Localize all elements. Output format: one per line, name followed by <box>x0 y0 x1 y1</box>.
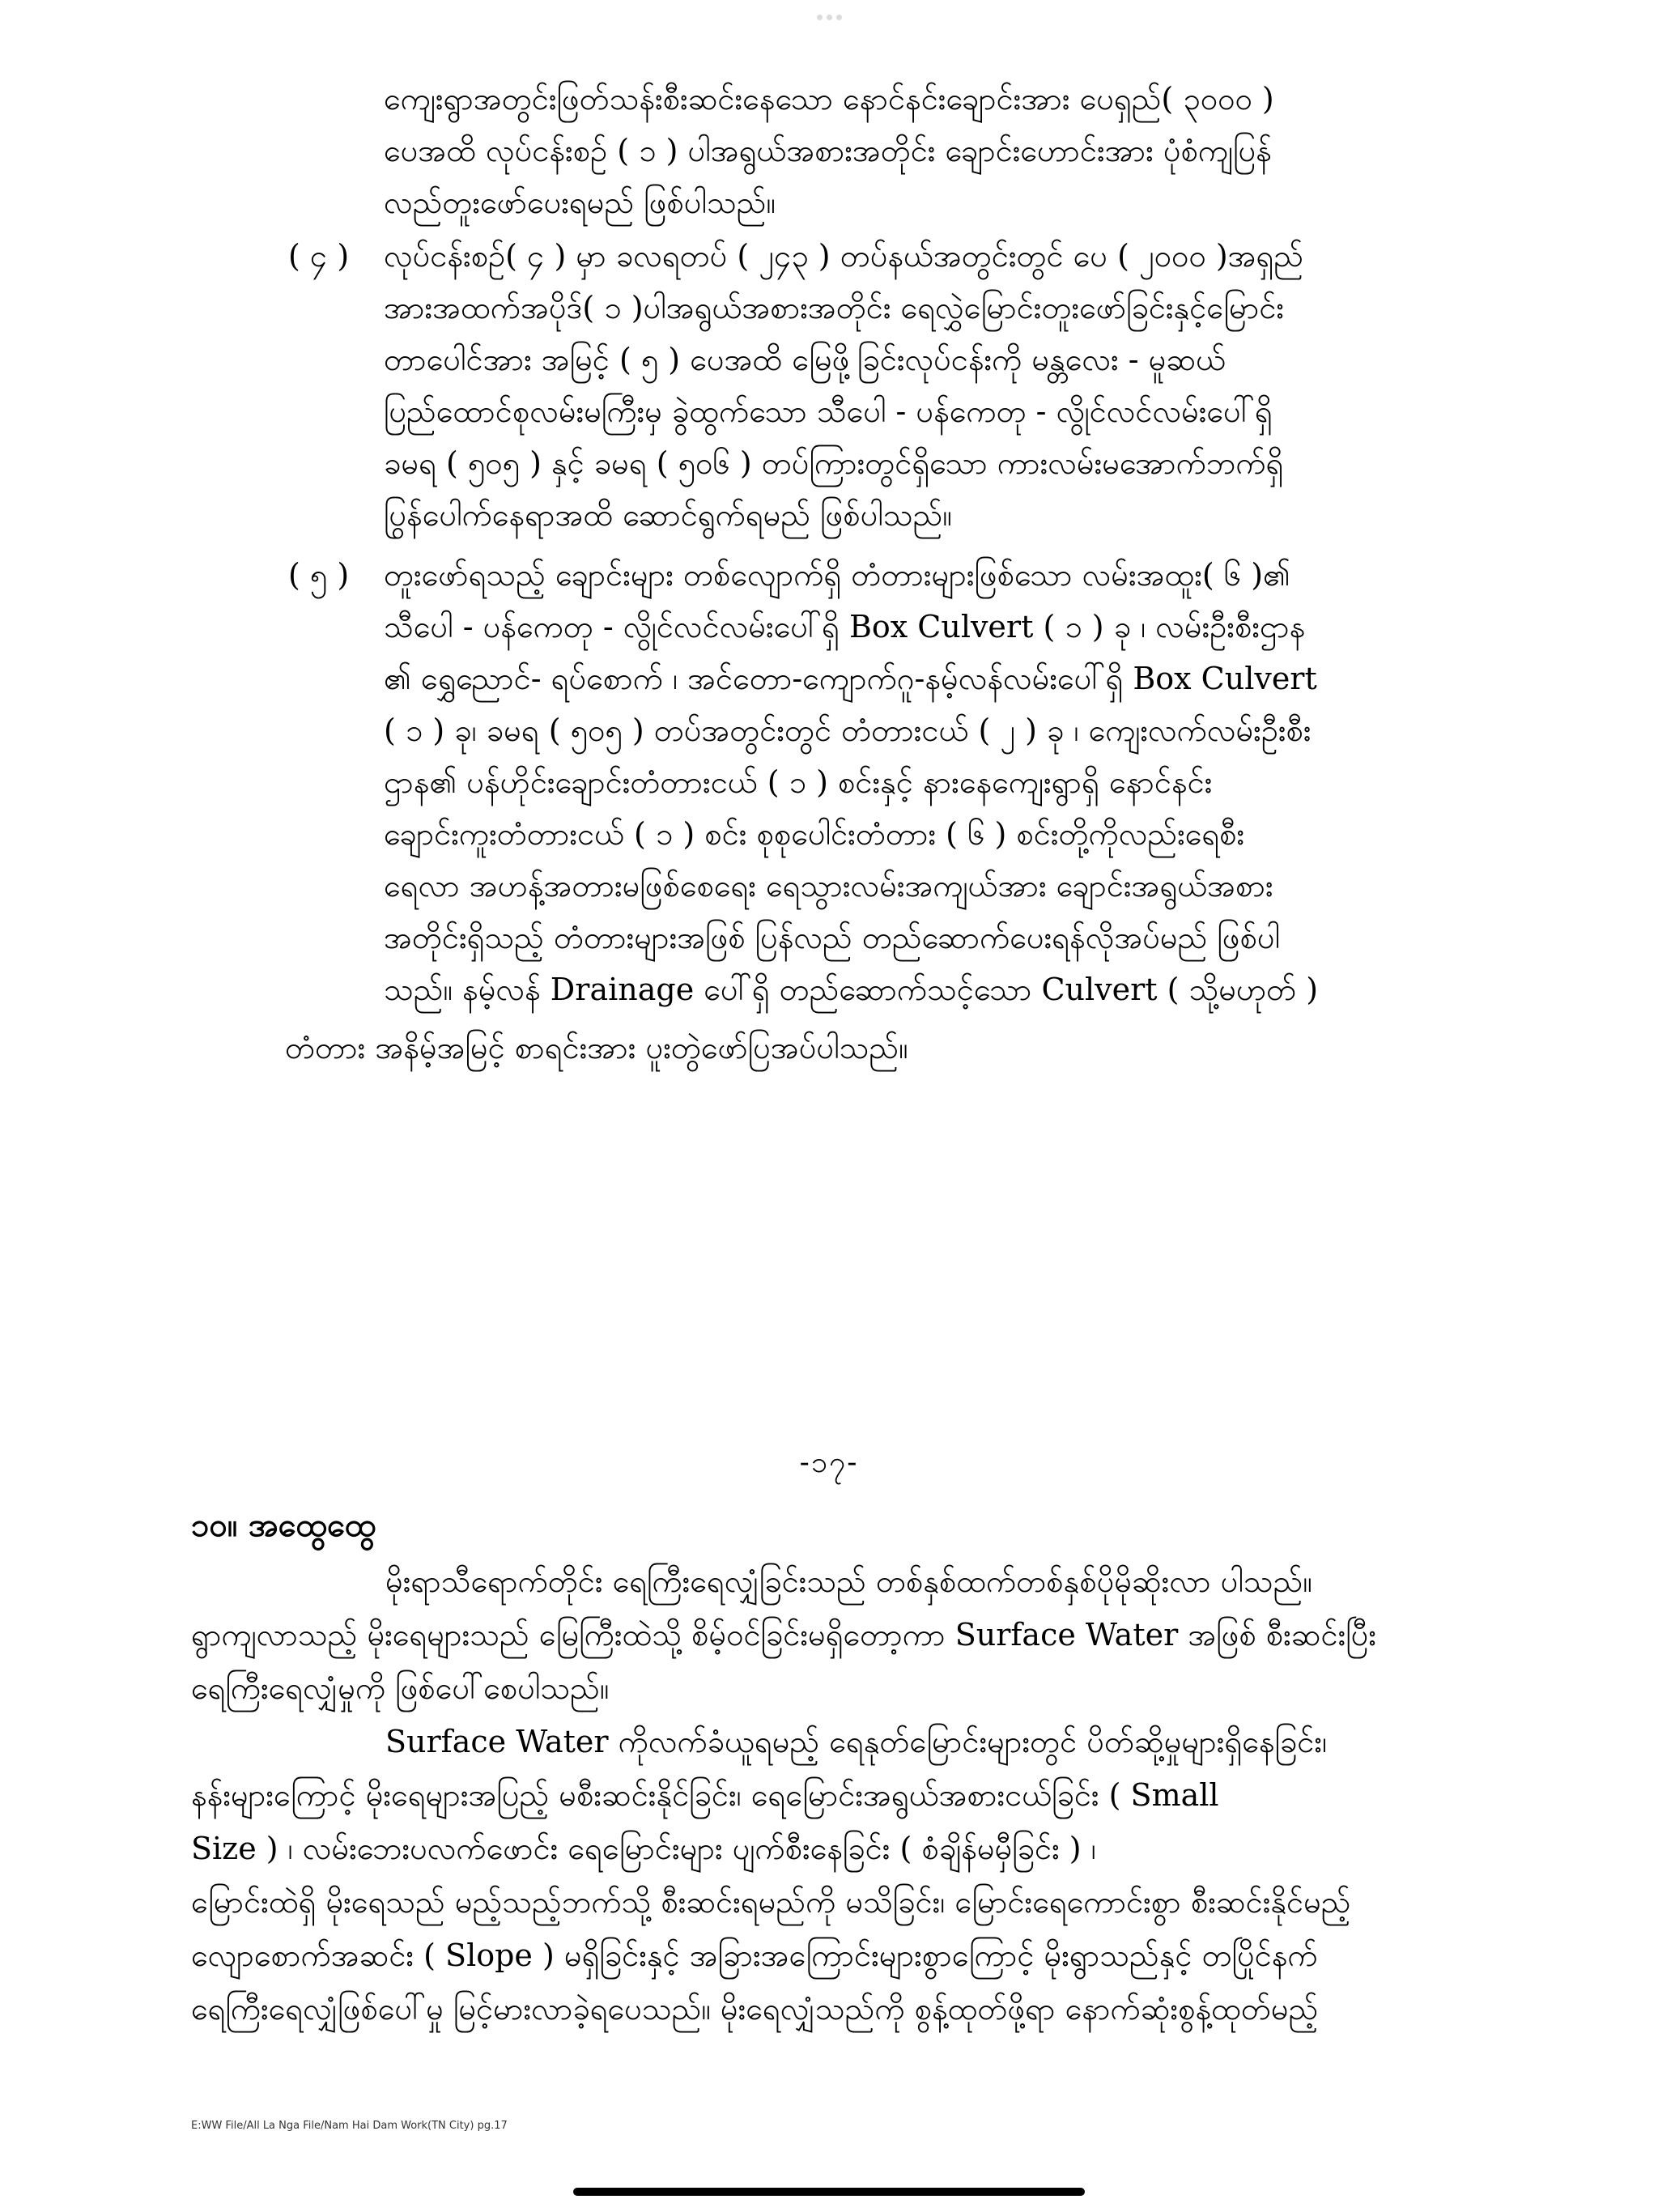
text-line: Size ) ၊ လမ်းဘေးပလက်ဖောင်း ရေမြောင်းများ ပျက်စီးနေခြင်း ( စံချိန်မမှီခြင်း ) ၊ <box>191 1831 1096 1866</box>
text-line: Surface Water ကိုလက်ခံယူရမည့် ရေနုတ်မြောင်းများတွင် ပိတ်ဆို့မှုများရှိနေခြင်း၊ <box>385 1724 1328 1759</box>
text-line: ဌာန၏ ပန်ဟိုင်းချောင်းတံတားငယ် ( ၁ ) စင်းနှင့် နားနေကျေးရွာရှိ နောင်နင်း <box>384 764 1213 800</box>
text-line: အားအထက်အပိုဒ်( ၁ )ပါအရွယ်အစားအတိုင်း ရေလွှဲမြောင်းတူးဖော်ခြင်းနှင့်မြောင်း <box>384 290 1285 325</box>
text-line: လည်တူးဖော်ပေးရမည် ဖြစ်ပါသည်။ <box>384 185 776 220</box>
text-line: သီပေါ - ပန်ကေတု - လွိုင်လင်လမ်းပေါ်ရှိ Box Culvert ( ၁ ) ခု ၊ လမ်းဦးစီးဌာန <box>384 609 1306 644</box>
text-line: သည်။ နမ့်လန် Drainage ပေါ်ရှိ တည်ဆောက်သင့်သော Culvert ( သို့မဟုတ် ) <box>384 972 1319 1007</box>
item-4-text <box>384 230 1380 541</box>
section-paragraph-1 <box>191 1555 1499 1715</box>
page-number: -၁၇- <box>799 1446 859 1479</box>
text-line: အတိုင်းရှိသည့် တံတားများအဖြစ် ပြန်လည် တည်ဆောက်ပေးရန်လိုအပ်မည် ဖြစ်ပါ <box>384 920 1281 955</box>
section-paragraph-2 <box>191 1715 1499 2035</box>
text-line: ချောင်းကူးတံတားငယ် ( ၁ ) စင်း စုစုပေါင်းတံတား ( ၆ ) စင်းတို့ကိုလည်းရေစီး <box>384 816 1245 852</box>
text-line: ( ၁ ) ခု၊ ခမရ ( ၅၀၅ ) တပ်အတွင်းတွင် တံတားငယ် ( ၂ ) ခု ၊ ကျေးလက်လမ်းဦးစီး <box>384 713 1312 748</box>
text-line: ကျေးရွာအတွင်းဖြတ်သန်းစီးဆင်းနေသော နောင်နင်းချောင်းအား ပေရှည်( ၃၀၀၀ ) <box>384 81 1274 117</box>
text-line: မိုးရာသီရောက်တိုင်း ရေကြီးရေလျှံခြင်းသည် တစ်နှစ်ထက်တစ်နှစ်ပိုမိုဆိုးလာ ပါသည်။ <box>385 1563 1312 1599</box>
text-line: ရေကြီးရေလျှံမှုကို ဖြစ်ပေါ်စေပါသည်။ <box>191 1670 610 1706</box>
text-line: ရေလာ အဟန့်အတားမဖြစ်စေရေး ရေသွားလမ်းအကျယ်အား ချောင်းအရွယ်အစား <box>384 868 1273 904</box>
item-5-text <box>384 549 1380 1015</box>
text-line: မြောင်းထဲရှိ မိုးရေသည် မည့်သည့်ဘက်သို့ စီးဆင်းရမည်ကို မသိခြင်း၊ မြောင်းရေကောင်းစွာ စီးဆင်းနိုင်မည့် <box>191 1884 1351 1920</box>
text-line: လုပ်ငန်းစဉ်( ၄ ) မှာ ခလရတပ် ( ၂၄၃ ) တပ်နယ်အတွင်းတွင် ပေ ( ၂၀၀၀ )အရှည် <box>384 238 1304 274</box>
text-line: ပေအထိ လုပ်ငန်းစဉ် ( ၁ ) ပါအရွယ်အစားအတိုင်း ချောင်းဟောင်းအား ပုံစံကျပြန် <box>384 133 1272 168</box>
text-line: ၏ ရွှေညောင်- ရပ်စောက် ၊ အင်တော-ကျောက်ဂူ-နမ့်လန်လမ်းပေါ်ရှိ Box Culvert <box>384 661 1317 696</box>
closing-line: တံတား အနိမ့်အမြင့် စာရင်းအား ပူးတွဲဖော်ပြအပ်ပါသည်။ <box>285 1030 908 1066</box>
item-continuation <box>384 73 1380 228</box>
text-line: လျောစောက်အဆင်း ( Slope ) မရှိခြင်းနှင့် အခြားအကြောင်းများစွာကြောင့် မိုးရွာသည်နှင့် တပြိုင်နက် <box>191 1938 1318 1973</box>
home-indicator[interactable] <box>573 2188 1085 2196</box>
item-5-label: ( ၅ ) <box>288 557 350 593</box>
text-line: နန်းများကြောင့် မိုးရေများအပြည့် မစီးဆင်းနိုင်ခြင်း၊ ရေမြောင်းအရွယ်အစားငယ်ခြင်း ( Small <box>191 1777 1219 1813</box>
text-line: တာပေါင်အား အမြင့် ( ၅ ) ပေအထိ မြေဖို့ခြင်းလုပ်ငန်းကို မန္တလေး - မူဆယ် <box>384 342 1226 377</box>
item-4-label: ( ၄ ) <box>288 238 350 274</box>
text-line: တူးဖော်ရသည့် ချောင်းများ တစ်လျောက်ရှိ တံတားများဖြစ်သော လမ်းအထူး( ၆ )၏ <box>384 557 1290 593</box>
text-line: ရေကြီးရေလျှံဖြစ်ပေါ်မှု မြင့်မားလာခဲ့ရပေသည်။ မိုးရေလျှံသည်ကို စွန့်ထုတ်ဖို့ရာ နောက်ဆုံးစွန့်ထုတ်မည့် <box>191 1991 1319 2027</box>
section-heading: ၁၀။ အထွေထွေ <box>191 1506 376 1544</box>
text-line: ပြည်ထောင်စုလမ်းမကြီးမှ ခွဲထွက်သော သီပေါ - ပန်ကေတု - လွိုင်လင်လမ်းပေါ်ရှိ <box>384 393 1273 429</box>
text-line: ခမရ ( ၅၀၅ ) နှင့် ခမရ ( ၅၀၆ ) တပ်ကြားတွင်ရှိသော ကားလမ်းမအောက်ဘက်ရှိ <box>384 445 1284 481</box>
text-line: ရွာကျလာသည့် မိုးရေများသည် မြေကြီးထဲသို့ စိမ့်ဝင်ခြင်းမရှိတော့ကာ Surface Water အဖြစ် စီးဆင်းပြီး <box>191 1617 1376 1653</box>
footer-file-path: E:WW File/All La Nga File/Nam Hai Dam Work(TN City) pg.17 <box>191 2120 508 2132</box>
text-line: ပြွန်ပေါက်နေရာအထိ ဆောင်ရွက်ရမည် ဖြစ်ပါသည်။ <box>384 497 952 533</box>
drag-handle-icon[interactable] <box>813 15 845 23</box>
